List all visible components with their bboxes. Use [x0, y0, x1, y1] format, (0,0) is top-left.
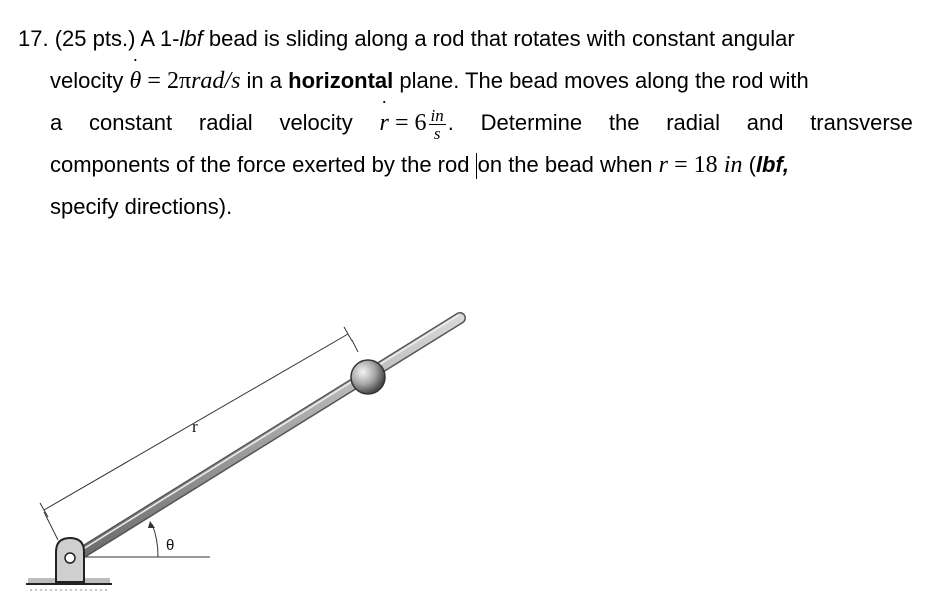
problem-line-5	[18, 186, 913, 228]
equation-value: = 2π	[147, 68, 192, 94]
word: radial	[666, 110, 720, 135]
word: constant	[88, 110, 173, 135]
theta-arc	[152, 524, 158, 557]
text-segment: on the bead when	[477, 152, 653, 177]
problem-line-4	[18, 144, 913, 186]
r-dimension-line	[40, 327, 358, 540]
bold-word: horizontal	[288, 68, 394, 93]
pivot-bracket	[56, 538, 84, 582]
text-segment: velocity	[50, 68, 124, 93]
word: Determine	[480, 110, 583, 135]
r-dimension-label: r	[192, 417, 198, 436]
fraction-numerator: in	[430, 105, 444, 125]
text-segment: A 1-	[140, 26, 180, 51]
rod-bead-figure	[0, 300, 520, 616]
problem-number: 17.	[18, 26, 49, 51]
problem-line-1	[18, 18, 913, 60]
unit-lbf: lbf	[179, 26, 203, 51]
word: and	[746, 110, 784, 135]
theta-arrowhead	[148, 521, 155, 528]
word: velocity	[279, 110, 353, 135]
text-cursor	[476, 153, 477, 179]
unit-in: in	[723, 152, 743, 178]
theta-dot-symbol: ˙ θ	[129, 60, 141, 102]
r-dot-symbol: ˙ r	[380, 102, 389, 144]
paren: (	[748, 152, 756, 177]
text-segment: in a	[246, 68, 283, 93]
text-segment: specify directions).	[50, 194, 233, 219]
text-segment: plane. The bead moves along the rod with	[399, 68, 809, 93]
bead	[351, 360, 385, 394]
problem-line-3	[18, 102, 913, 144]
problem-statement	[18, 18, 913, 228]
word: transverse	[810, 110, 913, 135]
word: the	[608, 110, 640, 135]
fraction-denominator: s	[433, 123, 441, 143]
text-segment: bead is sliding along a rod that rotates with constant angular	[208, 26, 795, 51]
word: radial	[198, 110, 253, 135]
fraction-in-per-s	[429, 107, 446, 142]
r-symbol: r	[658, 152, 669, 178]
r-dot-equation	[380, 102, 454, 144]
word: a	[50, 110, 63, 135]
text-segment: components of the force exerted by the rod	[50, 152, 470, 177]
period: .	[447, 110, 454, 135]
unit-lbf-bold: lbf,	[755, 152, 789, 177]
theta-angle-label: θ	[166, 537, 175, 554]
equation-value: = 6	[395, 110, 427, 136]
problem-points: (25 pts.)	[54, 26, 136, 51]
equation-value: = 18	[674, 152, 718, 178]
problem-line-2	[18, 60, 913, 102]
unit-rad-s: rad/s	[191, 68, 241, 94]
rod	[70, 315, 460, 560]
